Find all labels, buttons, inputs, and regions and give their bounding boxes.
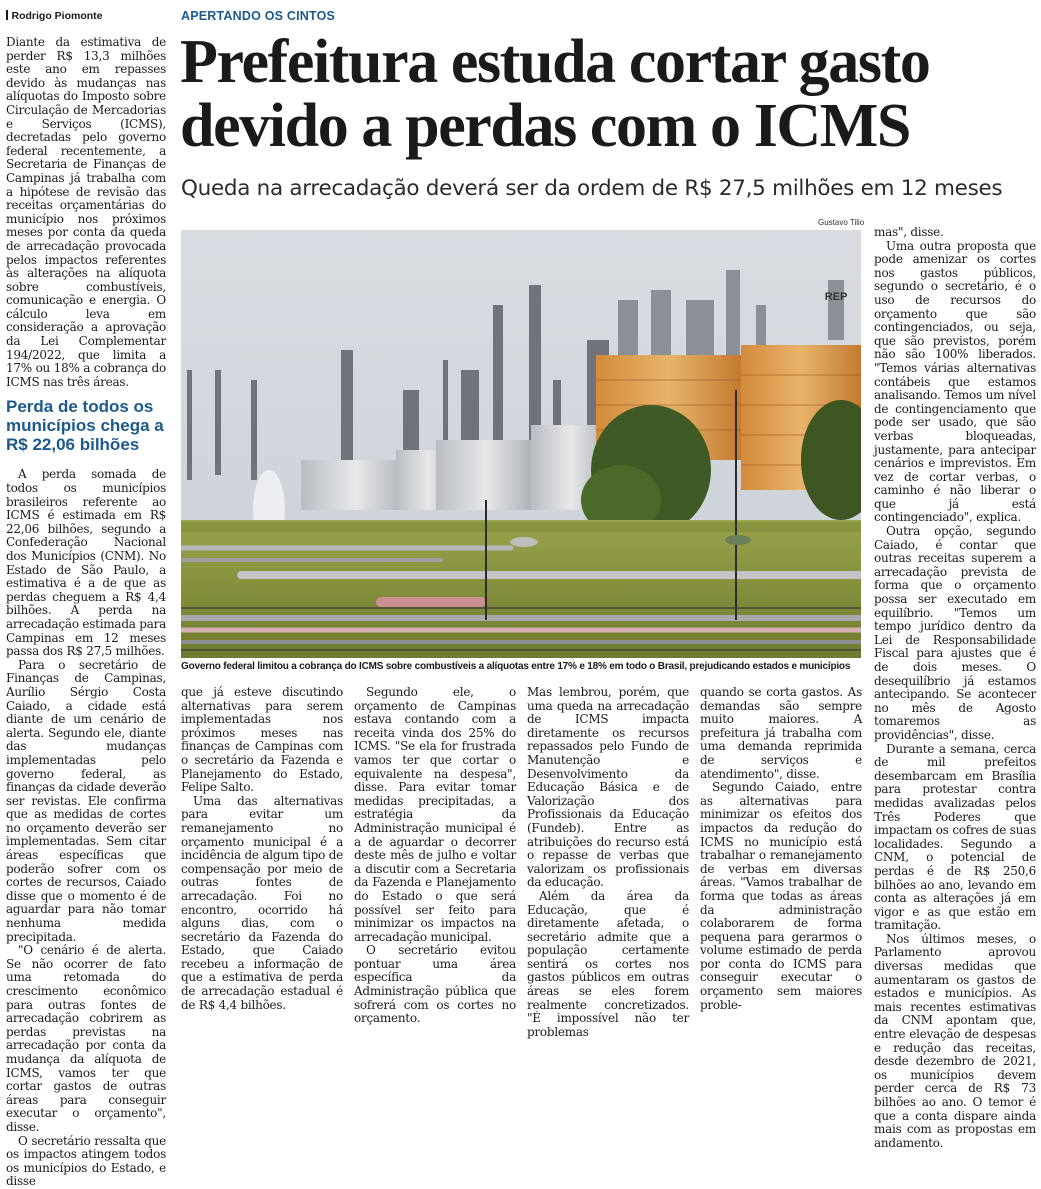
paragraph: O secretário evitou pontuar uma área específica da Administração pública que sofrerá com os cortes no orçamento.: [354, 943, 516, 1026]
paragraph: que já esteve discutindo alternativas para serem implementadas nos próximos meses nas finanças de Campinas com o secretário da Fazenda e Planejamento do Estado, Felipe Salto.: [181, 685, 343, 795]
tank-letters: REP: [824, 291, 848, 303]
text-column-2: [181, 686, 343, 1012]
text-column-5: [700, 686, 862, 1012]
paragraph: Uma das alternativas para evitar um remanejamento no orçamento municipal é a incidência de algum tipo de compensação por meio de outras fontes de arrecadação. Foi no encontro, ocorrido há alguns dias, com o secretário da Fazenda do Estado, que Caiado recebeu a informação de que a estimativa de perda de arrecadação estadual é de R$ 4,4 bilhões.: [181, 793, 343, 1012]
paragraph: A perda somada de todos os municípios brasileiros referente ao ICMS é estimada em R$ 22,06 bilhões, segundo a Confederação Nacional dos Municípios (CNM). No Estado de São Paulo, a estimativa é a de que as perdas cheguem a R$ 4,4 bilhões. A perda na arrecadação estimada para Campinas em 12 meses passa dos R$ 27,5 milhões.: [6, 467, 166, 659]
paragraph: Outra opção, segundo Caiado, é contar que outras receitas superem a arrecadação prevista de forma que o orçamento possa ser executado em equilíbrio. "Temos um tempo jurídico dentro da Lei de Responsabilidade Fiscal para ajustes que é de dois meses. O desequilíbrio já estamos antecipando. Se acontecer no mês de Agosto tomaremos as providências", disse.: [874, 524, 1036, 742]
byline-bar: [6, 10, 8, 20]
subheading: Perda de todos os municípios chega a R$ 22,06 bilhões: [6, 397, 164, 455]
paragraph: Segundo ele, o orçamento de Campinas estava contando com a receita vinda dos 25% do ICMS. "Se ela for frustrada vamos ter que cortar o equivalente na despesa", disse. Para evitar tomar medidas precipitadas, a estratégia da Administração municipal é a de aguardar o decorrer deste mês de julho e voltar a discutir com a Secretaria da Fazenda e Planejamento do Estado o que será possível ser feito para minimizar os impactos na arrecadação municipal.: [354, 685, 516, 944]
photo-caption: Governo federal limitou a cobrança do ICMS sobre combustíveis a alíquotas entre 17% e 18% em todo o Brasil, prejudicando estados e municípios: [181, 661, 851, 672]
paragraph: O secretário ressalta que os impactos atingem todos os municípios do Estado, e disse: [6, 1133, 166, 1189]
text-column-1: [6, 36, 166, 1189]
paragraph: Para o secretário de Finanças de Campinas, Aurílio Sérgio Costa Caiado, a cidade está diante de um cenário de alerta. Segundo ele, diante das mudanças implementadas pelo governo federal, as finanças da cidade deverão ser revistas. Ele confirma que as medidas de cortes no orçamento deverão ser implementadas. Sem citar áreas específicas que poderão sofrer com os cortes de recursos, Caiado disse que o momento é de aguardar para não tomar nenhuma medida precipitada.: [6, 657, 166, 944]
text-column-6: [874, 226, 1036, 1150]
paragraph: Nos últimos meses, o Parlamento aprovou diversas medidas que aumentaram os gastos de estados e municípios. As mais recentes estimativas da CNM apontam que, entre elevação de despesas e redução das receitas, desde dezembro de 2021, os municípios devem perder cerca de R$ 73 bilhões ao ano. O temor é que a conta dispare ainda mais com as propostas em andamento.: [874, 931, 1036, 1150]
headline: [180, 30, 1040, 158]
paragraph: Segundo Caiado, entre as alternativas para minimizar os efeitos dos impactos da redução do ICMS no município está trabalhar o remanejamento de verbas em diversas áreas. "Vamos trabalhar de forma que todas as áreas da administração colaborarem de forma pequena para gerarmos o volume estimado de perda por conta do ICMS para conseguir executar o orçamento sem maiores proble-: [700, 780, 862, 1012]
text-column-4: [527, 686, 689, 1039]
paragraph: "O cenário é de alerta. Se não ocorrer de fato uma retomada do crescimento econômico para outras fontes de arrecadação cobrirem as perdas previstas na arrecadação por conta da mudança da alíquota de ICMS, vamos ter que cortar gastos de outras áreas para conseguir executar o orçamento", disse.: [6, 943, 166, 1134]
photo-credit: Gustavo Tilio: [818, 218, 865, 227]
paragraph: mas", disse.: [874, 225, 944, 239]
byline-author: Rodrigo Piomonte: [11, 10, 103, 22]
headline-line-1: Prefeitura estuda cortar gasto: [180, 28, 930, 96]
paragraph: Mas lembrou, porém, que uma queda na arrecadação de ICMS impacta diretamente os recursos repassados pelo Fundo de Manutenção e Desenvolvimento da Educação Básica e de Valorização dos Profissionais da Educação (Fundeb). Entre as atribuições do recurso está o repasse de verbas que valorizam os profissionais da educação.: [527, 685, 689, 890]
paragraph: Durante a semana, cerca de mil prefeitos desembarcam em Brasília para protestar contra medidas avalizadas pelos Três Poderes que impactam os cofres de suas localidades. Segundo a CNM, o potencial de perdas é de R$ 250,6 bilhões ao ano, levando em conta as alterações já em vigor e as que estão em tramitação.: [874, 741, 1036, 933]
refinery-photo-illustration: [181, 230, 861, 658]
text-column-3: [354, 686, 516, 1026]
refinery-photo: [181, 230, 861, 658]
paragraph: Uma outra proposta que pode amenizar os cortes nos gastos públicos, segundo o secretário, é o uso de recursos do orçamento que são contingenciados, ou seja, que são previstos, porém não são 100% liberados. "Temos várias alternativas contábeis que estamos analisando. Temos um nível de contingenciamento que pode ser usado, que são verbas bloqueadas, justamente, para antecipar cenários e imprevistos. Em vez de cortar verbas, o caminho é não liberar o que já está contingenciado", explica.: [874, 238, 1036, 525]
deck-subtitle: Queda na arrecadação deverá ser da ordem de R$ 27,5 milhões em 12 meses: [181, 176, 1003, 201]
paragraph: quando se corta gastos. As demandas são sempre muito maiores. A prefeitura já trabalha com uma demanda reprimida de serviços e atendimento", disse.: [700, 685, 862, 781]
byline: [6, 10, 103, 22]
paragraph: Diante da estimativa de perder R$ 13,3 milhões este ano em repasses devido às mudanças nas alíquotas do Imposto sobre Circulação de Mercadorias e Serviços (ICMS), decretadas pelo governo federal recentemente, a Secretaria de Finanças de Campinas já trabalha com a hipótese de revisão das receitas orçamentárias do município nos próximos meses por conta da queda de arrecadação provocada pelos impactos referentes às alterações na alíquota sobre combustíveis, comunicação e energia. O cálculo leva em consideração a aprovação da Lei Complementar 194/2022, que limita a 17% ou 18% a cobrança do ICMS nas três áreas.: [6, 35, 166, 389]
paragraph: Além da área da Educação, que é diretamente afetada, o secretário admite que a população certamente sentirá os cortes nos gastos públicos em outras áreas se eles forem realmente concretizados. "É impossível não ter problemas: [527, 888, 689, 1039]
headline-line-2: devido a perdas com o ICMS: [180, 92, 911, 160]
section-kicker: APERTANDO OS CINTOS: [181, 9, 336, 23]
